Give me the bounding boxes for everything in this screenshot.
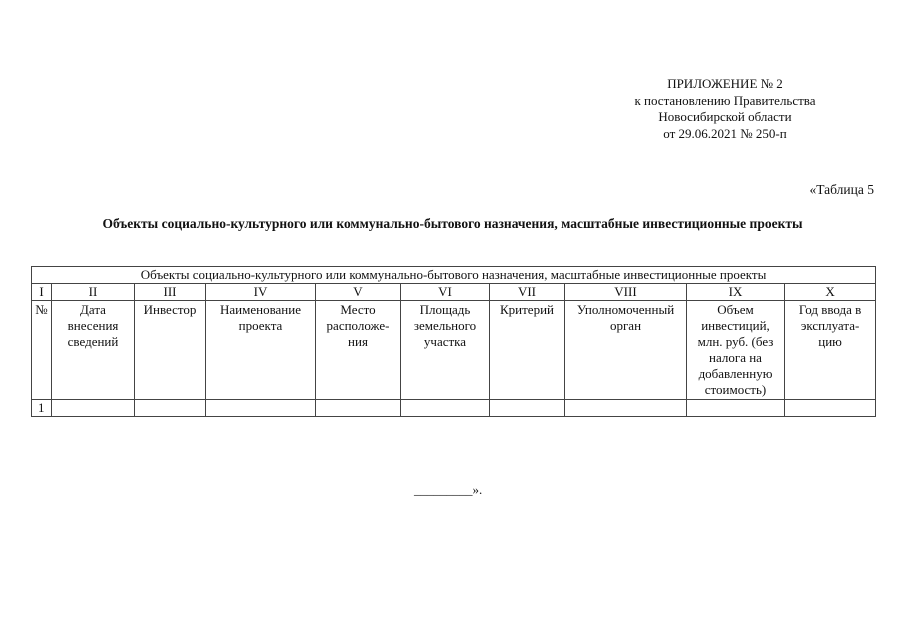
table-reference: «Таблица 5 (809, 182, 874, 197)
table-caption-row (32, 267, 876, 284)
table-caption: Объекты социально-культурного или коммунально-бытового назначения, масштабные инвестиционные проекты (32, 267, 876, 284)
roman-numeral-row (32, 284, 876, 301)
table-cell (565, 400, 687, 417)
appendix-line: от 29.06.2021 № 250-п (663, 125, 787, 141)
roman-cell: III (135, 284, 206, 301)
column-header: Дата внесения сведений (52, 301, 135, 400)
roman-cell: VI (401, 284, 490, 301)
roman-cell: II (52, 284, 135, 301)
column-header: Критерий (490, 301, 565, 400)
appendix-block (560, 76, 890, 142)
appendix-line: ПРИЛОЖЕНИЕ № 2 (667, 76, 783, 91)
table-cell (687, 400, 785, 417)
table-cell (316, 400, 401, 417)
column-header: Объем инвестиций, млн. руб. (без налога на добавленную стоимость) (687, 301, 785, 400)
roman-cell: X (785, 284, 876, 301)
column-header: Место расположе- ния (316, 301, 401, 400)
table-cell (785, 400, 876, 417)
roman-cell: V (316, 284, 401, 301)
column-header: Год ввода в эксплуата- цию (785, 301, 876, 400)
table-cell (52, 400, 135, 417)
appendix-line: к постановлению Правительства (634, 92, 816, 108)
closing-line: _________». (414, 482, 483, 497)
roman-cell: IV (206, 284, 316, 301)
column-header: Инвестор (135, 301, 206, 400)
column-header-row (32, 301, 876, 400)
document-title: Объекты социально-культурного или коммунально-бытового назначения, масштабные инвестиционные проекты (102, 216, 803, 231)
column-header: Наименование проекта (206, 301, 316, 400)
table-cell: 1 (32, 400, 52, 417)
table-row (32, 400, 876, 417)
roman-cell: VII (490, 284, 565, 301)
roman-cell: VIII (565, 284, 687, 301)
table-cell (206, 400, 316, 417)
table-cell (135, 400, 206, 417)
appendix-line: Новосибирской области (658, 109, 792, 124)
table-cell (401, 400, 490, 417)
column-header: Уполномоченный орган (565, 301, 687, 400)
column-header: Площадь земельного участка (401, 301, 490, 400)
table-cell (490, 400, 565, 417)
roman-cell: I (32, 284, 52, 301)
objects-table (31, 266, 876, 417)
column-header: № (32, 301, 52, 400)
roman-cell: IX (687, 284, 785, 301)
